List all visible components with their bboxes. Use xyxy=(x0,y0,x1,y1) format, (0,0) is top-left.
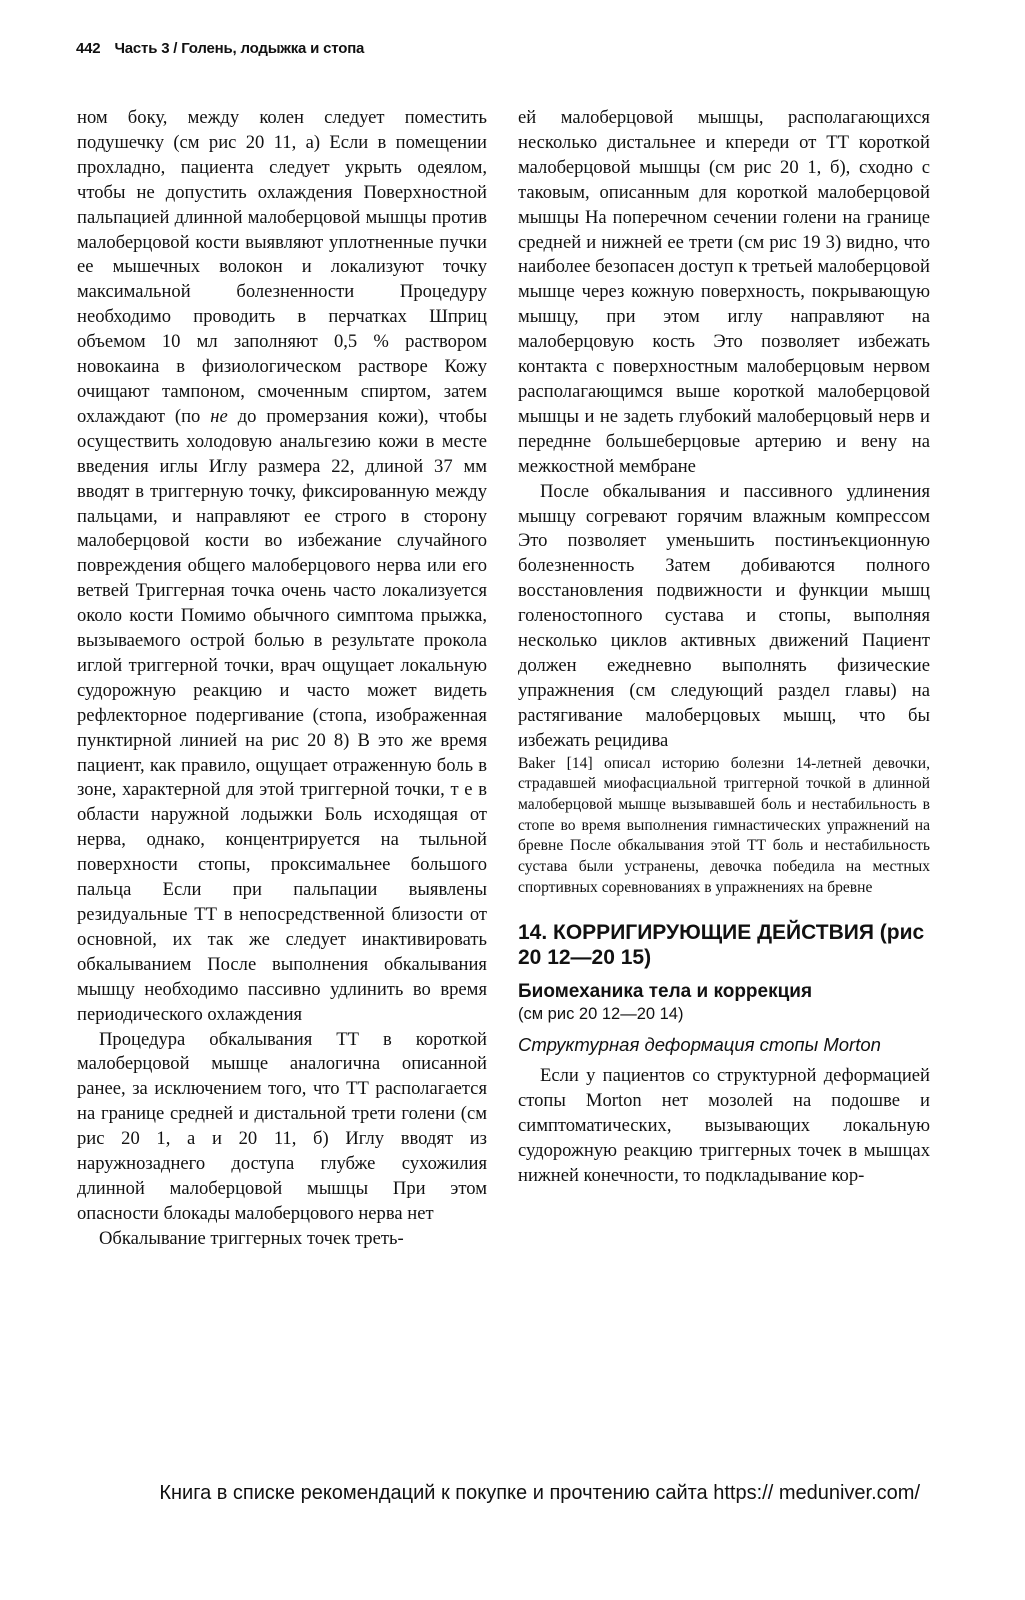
page-number: 442 xyxy=(76,40,101,57)
paragraph-text: до промерзания кожи), чтобы осуществить холодовую анальгезию кожи в месте введения иглы Иглу размера 22, длиной 37 мм вводят в триггерную точку, фиксированную между пальцами, и направляют ее строго в сторону малоберцовой кости во избежание случайного повреждения общего малоберцового нерва или его ветвей Триггерная точка очень часто локализуется около кости Помимо обычного симптома прыжка, вызываемого острой болью в результате прокола иглой триггерной точки, врач ощущает локальную судорожную реакцию и часто может видеть рефлекторное подергивание (стопа, изображенная пунктирной линией на рис 20 8) В это же время пациент, как правило, ощущает отраженную боль в зоне, характерной для этой триггерной точки, т е в области наружной лодыжки Боль исходящая от нерва, однако, концентрируется на тыльной поверхности стопы, проксимальнее большого пальца Если при пальпации выявлены резидуальные ТТ в непосредственной близости от основной, их так же следует инактивировать обкалыванием После выполнения обкалывания мышцу необходимо пассивно удлинить во время периодического охлаждения xyxy=(77,405,488,1025)
paragraph-text: ном боку, между колен следует поместить подушечку (см рис 20 11, а) Если в помещении прохладно, пациента следует укрыть одеялом, чтобы не допустить охлаждения Поверхностной пальпацией длинной малоберцовой мышцы против малоберцовой кости выявляют уплотненные пучки ее мышечных волокон и локализуют точку максимальной болезненности Процедуру необходимо проводить в перчатках Шприц объемом 10 мл заполняют 0,5 % раствором новокаина в физиологическом растворе Кожу очищают тампоном, смоченным спиртом, затем охлаждают (по xyxy=(77,107,487,427)
section-heading: 14. КОРРИГИРУЮЩИЕ ДЕЙСТВИЯ (рис 20 12—20 15) xyxy=(518,921,925,970)
paragraph: Если у пациентов со структурной деформацией стопы Morton нет мозолей на подошве и симптоматических, вызывающих локальную судорожную реакцию триггерных точек в мышцах нижней конечности, то подкладывание кор- xyxy=(518,1065,930,1187)
case-note: Baker [14] описал историю болезни 14-летней девочки, страдавшей миофасциальной триггерной точкой в длинной малоберцовой мышце вызывавшей боль и нестабильность в стопе во время выполнения гимнастических упражнений на бревне После обкалывания этой ТТ боль и нестабильность сустава были устранены, девочка победила на местных спортивных соревнованиях в упражнениях на бревне xyxy=(518,754,930,896)
paragraph: ей малоберцовой мышцы, располагающихся несколько дистальнее и кпереди от ТТ короткой малоберцовой мышцы (см рис 20 1, б), сходно с таковым, описанным для короткой малоберцовой мышцы На поперечном сечении голени на границе средней и нижней ее трети (см рис 19 3) видно, что наиболее безопасен доступ к третьей малоберцовой мышце через кожную поверхность, покрывающую мышцу, при этом иглу направляют на малоберцовую кость Это позволяет избежать контакта с поверхностным малоберцовым нервом располагающимся выше короткой малоберцовой мышцы и не задеть глубокий малоберцовый нерв и переднне большеберцовые артерию и вену на межкостной мембране xyxy=(518,107,930,477)
running-title: Часть 3 / Голень, лодыжка и стопа xyxy=(114,40,365,57)
paragraph: Процедура обкалывания ТТ в короткой малоберцовой мышце аналогична описанной ранее, за исключением того, что ТТ располагается на границе средней и дистальной трети голени (см рис 20 1, а и 20 11, б) Иглу вводят из наружнозаднего доступа глубже сухожилия длинной малоберцовой мышцы При этом опасности блокады малоберцового нерва нет xyxy=(77,1028,487,1224)
right-column xyxy=(518,106,930,1189)
site-watermark: Книга в списке рекомендаций к покупке и прочтению сайта https:// meduniver.com/ xyxy=(159,1482,920,1504)
paragraph: После обкалывания и пассивного удлинения мышцу согревают горячим влажным компрессом Это позволяет уменьшить постинъекционную болезненность Затем добиваются полного восстановления подвижности и функции мышц голеностопного сустава и стопы, выполняя несколько циклов активных движений Пациент должен ежедневно выполнять физические упражнения (см следующий раздел главы) на растягивание малоберцовых мышц, что бы избежать рецидива xyxy=(518,480,930,751)
paragraph xyxy=(77,106,487,1028)
subsubheading: Структурная деформация стопы Morton xyxy=(518,1034,881,1056)
paragraph: Обкалывание триггерных точек треть- xyxy=(99,1227,404,1249)
subheading: Биомеханика тела и коррекция xyxy=(518,981,813,1003)
subheading-reference: (см рис 20 12—20 14) xyxy=(518,1005,684,1024)
running-header xyxy=(76,40,364,57)
left-column xyxy=(77,106,487,1252)
emphasis-text: не xyxy=(210,405,228,427)
